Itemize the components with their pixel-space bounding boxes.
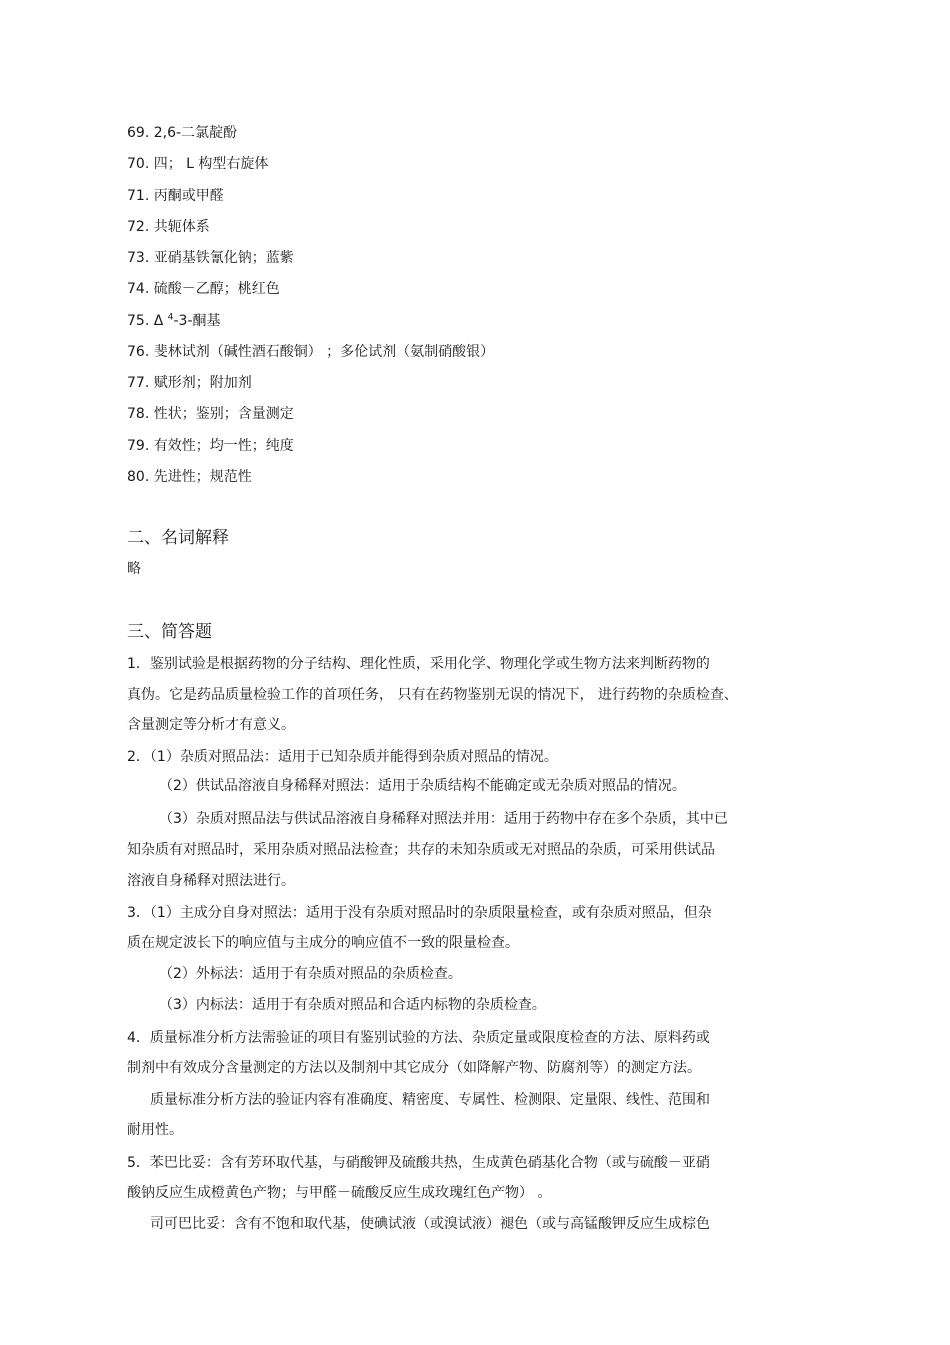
answer-75-superscript: 4 — [167, 312, 174, 323]
section-body-definitions: 略 — [127, 561, 141, 577]
paragraph-line: 含量测定等分析才有意义。 — [127, 717, 295, 733]
paragraph-line: （3）杂质对照品法与供试品溶液自身稀释对照法并用：适用于药物中存在多个杂质，其中已 — [159, 811, 728, 827]
answer-71: 71. 丙酮或甲醛 — [127, 188, 224, 204]
paragraph-line: （2）供试品溶液自身稀释对照法：适用于杂质结构不能确定或无杂质对照品的情况。 — [159, 778, 686, 794]
answer-74: 74. 硫酸－乙醇；桃红色 — [127, 281, 280, 297]
answer-77: 77. 赋形剂；附加剂 — [127, 375, 252, 391]
paragraph-line: （3）内标法：适用于有杂质对照品和合适内标物的杂质检查。 — [159, 997, 546, 1013]
paragraph-line: 制剂中有效成分含量测定的方法以及制剂中其它成分（如降解产物、防腐剂等）的测定方法。 — [127, 1060, 701, 1076]
paragraph-line: 3．（1）主成分自身对照法：适用于没有杂质对照品时的杂质限量检查，或有杂质对照品，但杂 — [127, 905, 712, 921]
answer-75-suffix: -3-酮基 — [173, 313, 221, 329]
paragraph-line: （2）外标法：适用于有杂质对照品的杂质检查。 — [159, 966, 462, 982]
paragraph-line: 1．鉴别试验是根据药物的分子结构、理化性质，采用化学、物理化学或生物方法来判断药物的 — [127, 656, 710, 672]
answer-73: 73. 亚硝基铁氰化钠；蓝紫 — [127, 250, 294, 266]
paragraph-line: 司可巴比妥：含有不饱和取代基，使碘试液（或溴试液）褪色（或与高锰酸钾反应生成棕色 — [150, 1216, 710, 1232]
paragraph-line: 质量标准分析方法的验证内容有准确度、精密度、专属性、检测限、定量限、线性、范围和 — [150, 1092, 710, 1108]
paragraph-line: 耐用性。 — [127, 1122, 183, 1138]
paragraph-line: 质在规定波长下的响应值与主成分的响应值不一致的限量检查。 — [127, 935, 519, 951]
paragraph-line: 溶液自身稀释对照法进行。 — [127, 873, 295, 889]
paragraph-line: 知杂质有对照品时，采用杂质对照品法检查；共存的未知杂质或无对照品的杂质，可采用供试品 — [127, 842, 715, 858]
answer-76: 76. 斐林试剂（碱性酒石酸铜） ；多伦试剂（氨制硝酸银） — [127, 344, 495, 360]
answer-70: 70. 四； L 构型右旋体 — [127, 156, 269, 172]
section-heading-short-answer: 三、简答题 — [127, 622, 212, 642]
answer-72: 72. 共轭体系 — [127, 219, 210, 235]
answer-75-prefix: 75. Δ — [127, 313, 168, 329]
section-heading-definitions: 二、名词解释 — [127, 528, 229, 548]
answer-75 — [127, 312, 221, 330]
paragraph-line: 2．（1）杂质对照品法：适用于已知杂质并能得到杂质对照品的情况。 — [127, 749, 558, 765]
paragraph-line: 酸钠反应生成橙黄色产物；与甲醛－硫酸反应生成玫瑰红色产物） 。 — [127, 1185, 552, 1201]
paragraph-line: 4．质量标准分析方法需验证的项目有鉴别试验的方法、杂质定量或限度检查的方法、原料药或 — [127, 1030, 710, 1046]
answer-79: 79. 有效性；均一性；纯度 — [127, 438, 294, 454]
answer-78: 78. 性状；鉴别；含量测定 — [127, 406, 294, 422]
paragraph-line: 5．苯巴比妥：含有芳环取代基，与硝酸钾及硫酸共热，生成黄色硝基化合物（或与硫酸－亚硝 — [127, 1155, 710, 1171]
answer-80: 80. 先进性；规范性 — [127, 469, 252, 485]
paragraph-line: 真伪。它是药品质量检验工作的首项任务， 只有在药物鉴别无误的情况下， 进行药物的杂质检查、 — [127, 687, 738, 703]
answer-69: 69. 2,6-二氯靛酚 — [127, 125, 238, 141]
